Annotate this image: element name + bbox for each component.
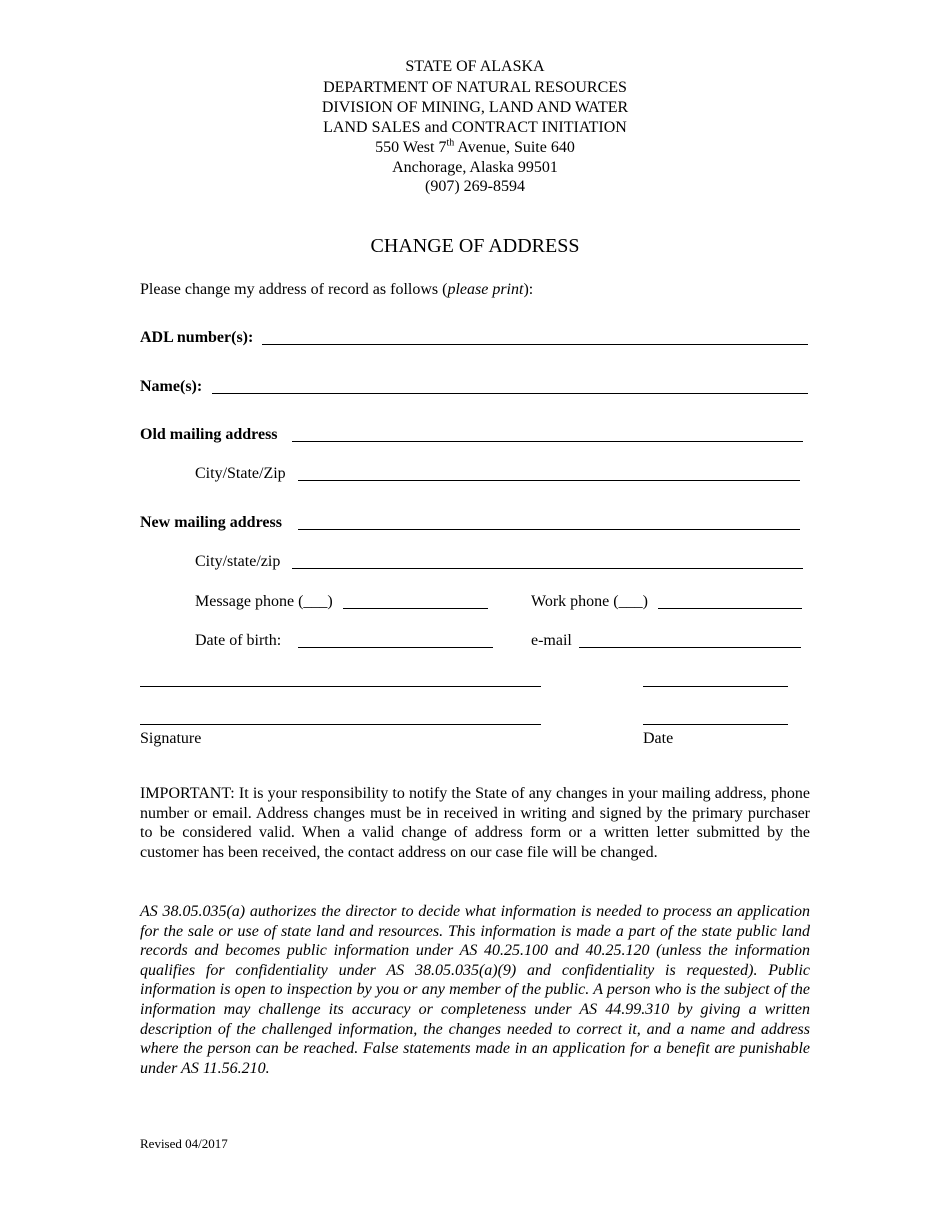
new-address-label: New mailing address	[140, 514, 282, 531]
agency-city: Anchorage, Alaska 99501	[392, 159, 558, 176]
date-label: Date	[643, 730, 674, 747]
names-input-line[interactable]	[212, 393, 808, 394]
old-address-label: Old mailing address	[140, 426, 278, 443]
new-address-input-line[interactable]	[298, 529, 800, 530]
email-input-line[interactable]	[579, 647, 801, 648]
message-phone-input-line[interactable]	[343, 608, 488, 609]
work-phone-label: Work phone (___)	[531, 593, 648, 610]
old-address-input-line[interactable]	[292, 441, 803, 442]
dob-input-line[interactable]	[298, 647, 493, 648]
important-notice: IMPORTANT: It is your responsibility to notify the State of any changes in your mailing address, phone number or email. Address changes must be in received in writing and signed by the primary purchaser to be considered valid. When a valid change of address form or a written letter submitted by the customer has been received, the contact address on our case file will be changed.	[140, 785, 810, 861]
date-line-1[interactable]	[643, 686, 788, 687]
signature-line-2[interactable]	[140, 724, 541, 725]
message-phone-label: Message phone (___)	[195, 593, 333, 610]
revision-date: Revised 04/2017	[140, 1136, 228, 1151]
old-city-input-line[interactable]	[298, 480, 800, 481]
adl-input-line[interactable]	[262, 344, 808, 345]
agency-division: DIVISION OF MINING, LAND AND WATER	[321, 99, 629, 116]
dob-label: Date of birth:	[195, 632, 282, 649]
new-city-label: City/state/zip	[195, 553, 281, 570]
work-phone-input-line[interactable]	[658, 608, 802, 609]
old-city-label: City/State/Zip	[195, 465, 286, 482]
signature-label: Signature	[140, 730, 202, 747]
agency-street: 550 West 7th Avenue, Suite 640	[375, 137, 575, 156]
new-city-input-line[interactable]	[292, 568, 803, 569]
legal-notice: AS 38.05.035(a) authorizes the director to decide what information is needed to process an application for the sale or use of state land and resources. This information is made a part of the state public land records and becomes public information under AS 40.25.100 and 40.25.120 (unless the information qualifies for confidentiality under AS 38.05.035(a)(9) and confidentiality is requested). Public information is open to inspection by you or any member of the public. A person who is the subject of the information may challenge its accuracy or completeness under AS 44.99.310 by giving a written description of the challenged information, the changes needed to correct it, and a name and address where the person can be reached. False statements made in an application for a benefit are punishable under AS 11.56.210.	[140, 903, 810, 1077]
adl-label: ADL number(s):	[140, 329, 254, 346]
agency-department: DEPARTMENT OF NATURAL RESOURCES	[323, 79, 627, 96]
agency-phone: (907) 269-8594	[425, 178, 525, 195]
signature-line-1[interactable]	[140, 686, 541, 687]
email-label: e-mail	[531, 632, 572, 649]
intro-text: Please change my address of record as follows (please print):	[140, 281, 534, 298]
names-label: Name(s):	[140, 378, 203, 395]
form-title: CHANGE OF ADDRESS	[370, 235, 580, 257]
date-line-2[interactable]	[643, 724, 788, 725]
agency-section: LAND SALES and CONTRACT INITIATION	[323, 119, 627, 136]
agency-state: STATE OF ALASKA	[405, 58, 545, 75]
